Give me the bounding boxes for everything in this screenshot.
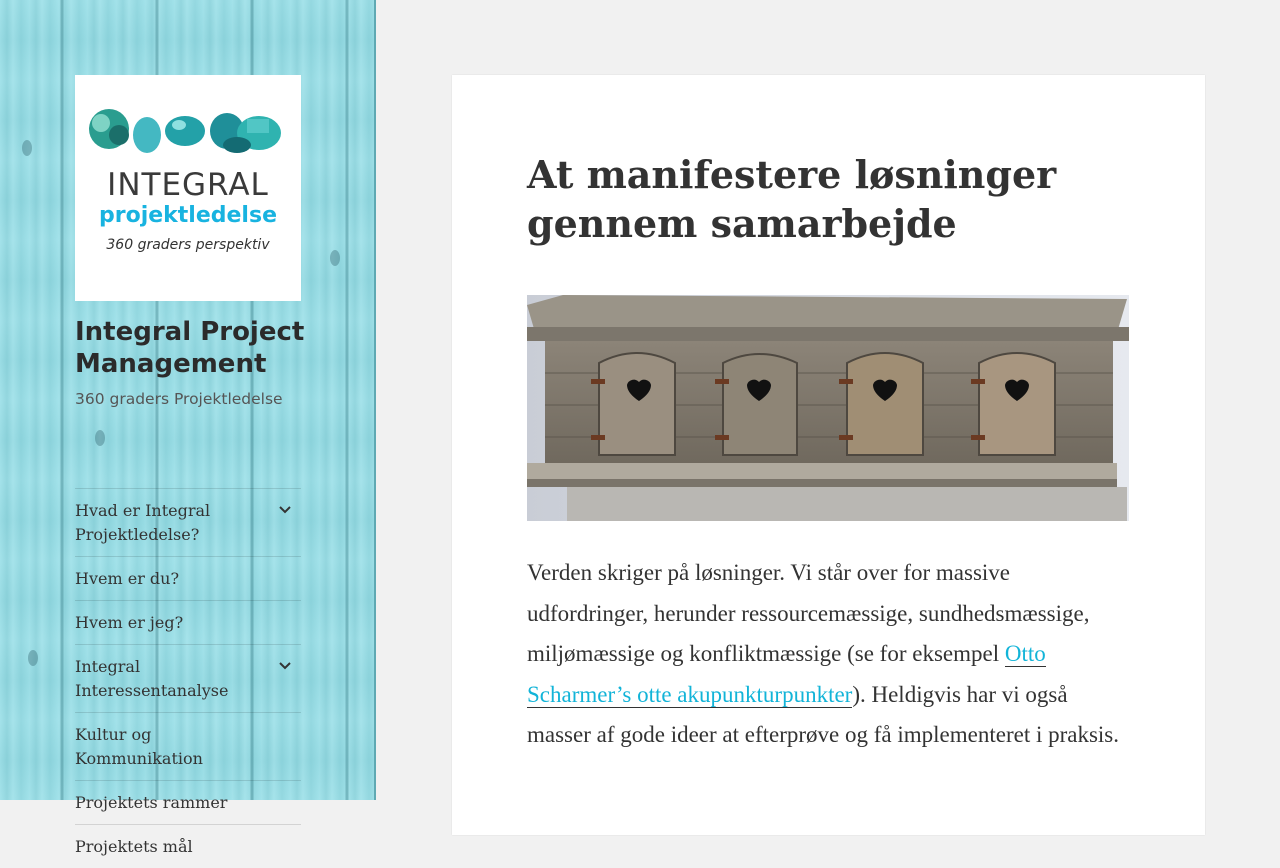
shutter (723, 354, 797, 455)
post-title: At manifestere løsninger gennem samarbejde (527, 152, 1057, 246)
chevron-down-icon[interactable] (275, 499, 295, 521)
nav-item-hvad-er-integral-projektledelse[interactable] (75, 488, 301, 556)
sidebar-edge (374, 0, 376, 800)
nav-item-label[interactable]: Kultur og Kommunikation (75, 725, 203, 768)
shutter (979, 353, 1055, 455)
shutter (599, 353, 675, 455)
wood-knot (95, 430, 105, 446)
featured-image (527, 295, 1129, 521)
nav-item-integral-interessentanalyse[interactable] (75, 644, 301, 712)
logo-text-integral: INTEGRAL (107, 167, 269, 203)
post-content (527, 553, 1129, 756)
nav-item-hvem-er-jeg[interactable] (75, 600, 301, 644)
nav-item-label[interactable]: Integral Interessentanalyse (75, 657, 229, 700)
nav-item-label[interactable]: Hvem er jeg? (75, 613, 184, 632)
post-paragraph-text: Verden skriger på løsninger. Vi står over for massive udfordringer, herunder ressourcemæssige, sundhedsmæssige, miljømæssige og konfliktmæssige (se for eksempel (527, 560, 1090, 666)
wood-knot (28, 650, 38, 666)
main-navigation (75, 488, 301, 868)
wood-knot (22, 140, 32, 156)
nav-item-label[interactable]: Projektets rammer (75, 793, 228, 812)
nav-item-projektets-rammer[interactable] (75, 780, 301, 824)
stones-image (87, 105, 287, 157)
nav-item-hvem-er-du[interactable] (75, 556, 301, 600)
nav-item-label[interactable]: Hvem er du? (75, 569, 180, 588)
nav-item-projektets-maal[interactable] (75, 824, 301, 868)
chevron-down-icon[interactable] (275, 655, 295, 677)
logo-text-projektledelse: projektledelse (98, 203, 277, 228)
logo-tagline: 360 graders perspektiv (106, 237, 270, 253)
site-logo[interactable] (75, 75, 301, 301)
site-description: 360 graders Projektledelse (75, 390, 283, 408)
wood-knot (330, 250, 340, 266)
site-title[interactable]: Integral Project Management (75, 317, 305, 379)
post-paragraph-text-end: ). Heldigvis har vi også masser af gode ideer at efterprøve og få implementeret i praksis. (527, 681, 1120, 747)
nav-item-label[interactable]: Projektets mål (75, 837, 193, 856)
nav-item-label[interactable]: Hvad er Integral Projektledelse? (75, 501, 211, 544)
sidebar (0, 0, 376, 856)
birdhouse-image (527, 295, 1129, 521)
nav-item-kultur-og-kommunikation[interactable] (75, 712, 301, 780)
otto-scharmer-link[interactable]: Otto Scharmer’s otte akupunkturpunkter (527, 641, 1046, 707)
shutter (847, 353, 923, 455)
